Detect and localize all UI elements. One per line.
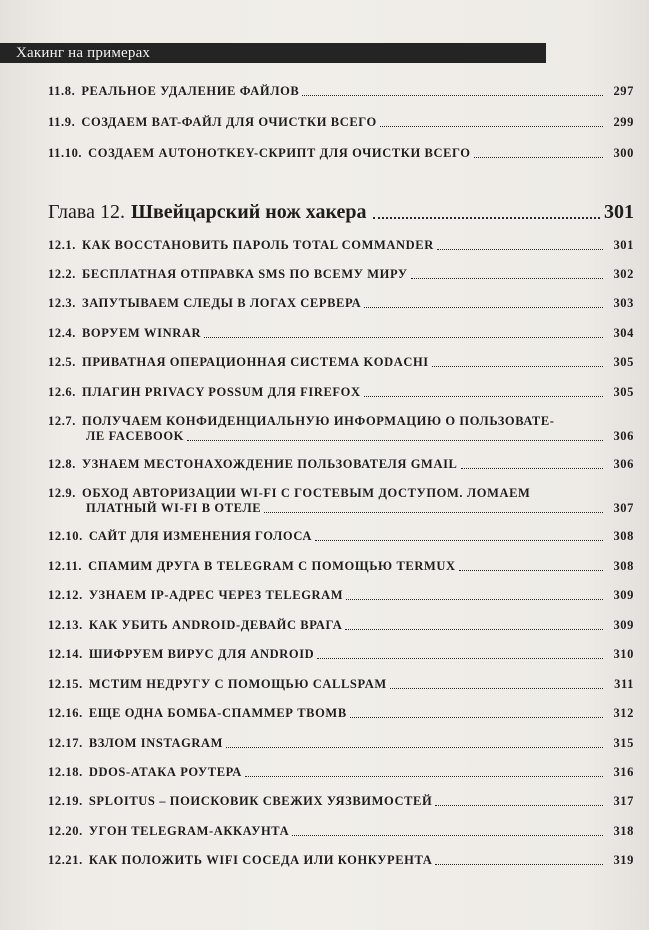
leader-dots — [350, 717, 603, 718]
entry-title: МСТИМ НЕДРУГУ С ПОМОЩЬЮ CALLSPAM — [88, 677, 387, 691]
toc-entry — [48, 647, 634, 662]
entry-title: РЕАЛЬНОЕ УДАЛЕНИЕ ФАЙЛОВ — [81, 84, 300, 98]
entry-first-line — [48, 414, 606, 429]
entry-title: ШИФРУЕМ ВИРУС ДЛЯ ANDROID — [88, 647, 315, 661]
entry-page-number: 305 — [613, 355, 634, 369]
entry-title: ПРИВАТНАЯ ОПЕРАЦИОННАЯ СИСТЕМА KODACHI — [82, 355, 429, 369]
leader-dots — [345, 629, 603, 630]
entry-page-number: 304 — [613, 326, 634, 340]
entry-page-number: 300 — [613, 146, 634, 160]
running-header: Хакинг на примерах — [0, 43, 546, 63]
entry-page-number: 299 — [613, 115, 634, 129]
toc-entry — [48, 588, 634, 603]
entry-page-number: 319 — [613, 853, 634, 867]
entry-page-number: 308 — [613, 559, 634, 573]
entry-title: САЙТ ДЛЯ ИЗМЕНЕНИЯ ГОЛОСА — [88, 529, 313, 543]
entry-title: СОЗДАЕМ AUTOHOTKEY-СКРИПТ ДЛЯ ОЧИСТКИ ВСЕГО — [88, 146, 471, 160]
chapter-title: Швейцарский нож хакера — [130, 201, 367, 223]
entry-number: 11.9. — [48, 115, 76, 129]
entry-title: УЗНАЕМ IP-АДРЕС ЧЕРЕЗ TELEGRAM — [88, 588, 344, 602]
entry-page-number: 301 — [613, 238, 634, 252]
entry-title: ЕЩЕ ОДНА БОМБА-СПАММЕР TBOMB — [88, 706, 347, 720]
toc-entry — [48, 326, 634, 341]
leader-dots — [317, 658, 603, 659]
leader-dots — [459, 570, 603, 571]
entry-page-number: 308 — [613, 529, 634, 543]
leader-dots — [204, 337, 603, 338]
toc-entry — [48, 618, 634, 633]
entry-number: 12.18. — [48, 765, 83, 779]
leader-dots — [373, 217, 600, 219]
entry-title: УЗНАЕМ МЕСТОНАХОЖДЕНИЕ ПОЛЬЗОВАТЕЛЯ GMAIL — [82, 457, 458, 471]
entry-number: 12.15. — [48, 677, 83, 691]
entry-number: 12.7. — [48, 414, 76, 428]
entry-number: 12.3. — [48, 296, 76, 310]
entry-page-number: 302 — [613, 267, 634, 281]
entry-page-number: 309 — [613, 618, 634, 632]
entry-page-number: 311 — [614, 677, 634, 691]
toc-entry — [48, 853, 634, 868]
entry-number: 12.14. — [48, 647, 83, 661]
entry-title: КАК ПОЛОЖИТЬ WIFI СОСЕДА ИЛИ КОНКУРЕНТА — [88, 853, 433, 867]
entry-title: УГОН TELEGRAM-АККАУНТА — [88, 824, 290, 838]
entry-number: 12.2. — [48, 267, 76, 281]
entry-number: 12.8. — [48, 457, 76, 471]
entry-title: ПОЛУЧАЕМ КОНФИДЕНЦИАЛЬНУЮ ИНФОРМАЦИЮ О ПОЛЬЗОВАТЕ- — [82, 414, 555, 428]
entry-title: ВОРУЕМ WINRAR — [82, 326, 202, 340]
entry-first-line — [48, 486, 606, 501]
leader-dots — [302, 95, 603, 96]
leader-dots — [292, 835, 603, 836]
entry-title: ВЗЛОМ INSTAGRAM — [88, 736, 224, 750]
leader-dots — [346, 599, 603, 600]
entry-title: SPLOITUS – ПОИСКОВИК СВЕЖИХ УЯЗВИМОСТЕЙ — [88, 794, 433, 808]
toc-entry — [48, 486, 634, 516]
toc-entry — [48, 765, 634, 780]
toc-entry — [48, 736, 634, 751]
leader-dots — [364, 396, 603, 397]
toc-entry — [48, 414, 634, 444]
leader-dots — [380, 126, 603, 127]
entry-page-number: 306 — [613, 457, 634, 471]
toc-entry — [48, 115, 634, 130]
entry-number: 12.1. — [48, 238, 76, 252]
entry-number: 11.10. — [48, 146, 83, 160]
entry-title: БЕСПЛАТНАЯ ОТПРАВКА SMS ПО ВСЕМУ МИРУ — [82, 267, 408, 281]
entry-page-number: 297 — [613, 84, 634, 98]
entry-number: 12.10. — [48, 529, 83, 543]
leader-dots — [187, 440, 603, 441]
entry-title-continued: ЛЕ FACEBOOK — [86, 429, 184, 443]
entry-number: 12.11. — [48, 559, 83, 573]
entry-title: КАК УБИТЬ ANDROID-ДЕВАЙС ВРАГА — [88, 618, 343, 632]
entry-number: 12.16. — [48, 706, 83, 720]
toc-entry — [48, 267, 634, 282]
leader-dots — [264, 512, 603, 513]
chapter-heading — [48, 200, 634, 224]
leader-dots — [245, 776, 603, 777]
leader-dots — [437, 249, 603, 250]
entry-page-number: 312 — [613, 706, 634, 720]
leader-dots — [411, 278, 603, 279]
entry-number: 12.6. — [48, 385, 76, 399]
toc-entry — [48, 355, 634, 370]
toc-entry — [48, 794, 634, 809]
toc-entry — [48, 146, 634, 161]
entry-page-number: 310 — [613, 647, 634, 661]
entry-number: 12.21. — [48, 853, 83, 867]
entry-number: 12.13. — [48, 618, 83, 632]
chapter-label: Глава 12. — [48, 201, 125, 223]
entry-page-number: 309 — [613, 588, 634, 602]
toc-entry — [48, 824, 634, 839]
toc-entry — [48, 529, 634, 544]
leader-dots — [435, 805, 603, 806]
entry-page-number: 317 — [613, 794, 634, 808]
entry-second-line — [48, 429, 606, 444]
entry-title: КАК ВОССТАНОВИТЬ ПАРОЛЬ TOTAL COMMANDER — [82, 238, 434, 252]
toc-entry — [48, 385, 634, 400]
leader-dots — [390, 688, 603, 689]
toc-entry — [48, 296, 634, 311]
toc-entry — [48, 706, 634, 721]
entry-number: 12.17. — [48, 736, 83, 750]
entry-title: СПАМИМ ДРУГА В TELEGRAM С ПОМОЩЬЮ TERMUX — [88, 559, 456, 573]
entry-number: 12.9. — [48, 486, 76, 500]
entry-page-number: 306 — [613, 429, 634, 443]
entry-title: ЗАПУТЫВАЕМ СЛЕДЫ В ЛОГАХ СЕРВЕРА — [82, 296, 362, 310]
entry-text-block — [48, 486, 606, 516]
toc-entry — [48, 677, 634, 692]
leader-dots — [435, 864, 603, 865]
entry-title: ОБХОД АВТОРИЗАЦИИ WI-FI С ГОСТЕВЫМ ДОСТУПОМ. ЛОМАЕМ — [82, 486, 531, 500]
entry-number: 12.5. — [48, 355, 76, 369]
entry-page-number: 316 — [613, 765, 634, 779]
chapter-page-number: 301 — [604, 201, 634, 223]
entry-page-number: 315 — [613, 736, 634, 750]
entry-page-number: 305 — [613, 385, 634, 399]
entry-title: DDOS-АТАКА РОУТЕРА — [88, 765, 242, 779]
entry-text-block — [48, 414, 606, 444]
leader-dots — [315, 540, 603, 541]
entry-title: СОЗДАЕМ BAT-ФАЙЛ ДЛЯ ОЧИСТКИ ВСЕГО — [81, 115, 377, 129]
entry-number: 12.20. — [48, 824, 83, 838]
toc-entry — [48, 457, 634, 472]
entry-number: 12.19. — [48, 794, 83, 808]
leader-dots — [432, 366, 603, 367]
toc-entry — [48, 238, 634, 253]
entry-page-number: 303 — [613, 296, 634, 310]
entry-page-number: 307 — [613, 501, 634, 515]
leader-dots — [364, 307, 603, 308]
entry-number: 12.4. — [48, 326, 76, 340]
entry-title: ПЛАГИН PRIVACY POSSUM ДЛЯ FIREFOX — [82, 385, 361, 399]
toc-entry — [48, 84, 634, 99]
entry-second-line — [48, 501, 606, 516]
leader-dots — [461, 468, 604, 469]
toc-entry — [48, 559, 634, 574]
entry-title-continued: ПЛАТНЫЙ WI-FI В ОТЕЛЕ — [86, 501, 262, 515]
leader-dots — [474, 157, 603, 158]
entry-number: 12.12. — [48, 588, 83, 602]
entry-page-number: 318 — [613, 824, 634, 838]
entry-number: 11.8. — [48, 84, 76, 98]
leader-dots — [226, 747, 603, 748]
